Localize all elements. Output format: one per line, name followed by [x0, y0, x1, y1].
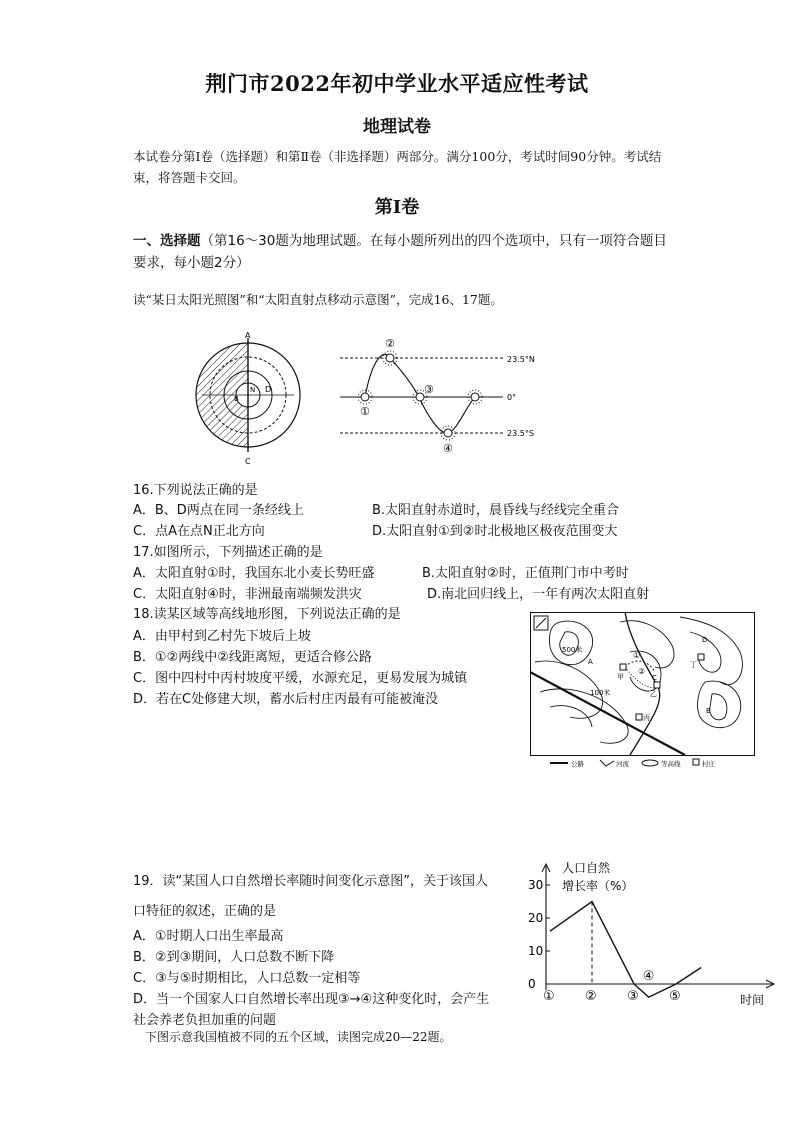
- legend-road-label: 公路: [571, 760, 584, 768]
- y-tick-label: 0: [528, 977, 536, 991]
- q19-option-c: C．③与⑤时期相比，人口总数一定相等: [133, 971, 361, 986]
- point-d-label: D: [702, 636, 708, 644]
- label-d: D: [265, 385, 272, 394]
- village-bing-label: 丙: [643, 714, 650, 722]
- section-heading: [133, 230, 673, 274]
- chart-ylabel-line1: 人口自然: [562, 861, 611, 875]
- q19-stem-line1: 19．读“某国人口自然增长率随时间变化示意图”，关于该国人: [133, 874, 489, 889]
- y-tick-label: 30: [528, 878, 544, 892]
- sunlight-diagram: [190, 330, 310, 470]
- exam-title: 荆门市2022年初中学业水平适应性考试: [205, 71, 589, 96]
- reading-instruction-20-22: 下图示意我国植被不同的五个区域，读图完成20—22题。: [145, 1030, 452, 1044]
- village-jia-label: 甲: [617, 673, 624, 681]
- route-2-label: ②: [638, 667, 646, 676]
- q18-option-d: D．若在C处修建大坝，蓄水后村庄丙最有可能被淹没: [133, 692, 439, 707]
- legend-contour-label: 等高线: [661, 760, 681, 768]
- legend-river-icon: [600, 760, 614, 766]
- compass-icon: [534, 616, 548, 630]
- chart-xlabel: 时间: [740, 993, 765, 1007]
- legend-village-icon: [693, 759, 699, 765]
- x-tick-label: ②: [585, 989, 597, 1004]
- q18-option-b: B．①②两线中②线距离短，更适合修公路: [133, 650, 372, 665]
- q16-option-d: D.太阳直射①到②时北极地区极夜范围变大: [372, 524, 618, 539]
- village-ding: [698, 654, 704, 660]
- lat-23n-label: 23.5°N: [507, 355, 535, 364]
- q19-option-b: B．②到③期间，人口总数不断下降: [133, 950, 335, 965]
- point-2-label: ②: [385, 337, 395, 350]
- sun-migration-diagram: [335, 335, 555, 460]
- contour-500-label: 500米: [562, 646, 583, 654]
- q17-option-a: A．太阳直射①时，我国东北小麦长势旺盛: [133, 566, 375, 581]
- population-growth-chart: [528, 858, 778, 1010]
- q19-option-d-line1: D．当一个国家人口自然增长率出现③→④这种变化时，会产生: [133, 992, 490, 1007]
- village-bing: [636, 714, 642, 720]
- x-tick-label: ①: [543, 989, 555, 1004]
- point-3-label: ③: [424, 383, 434, 396]
- contour-map: [530, 612, 755, 770]
- q16-option-b: B.太阳直射赤道时，晨昏线与经线完全重合: [372, 503, 620, 518]
- q16-stem: 16.下列说法正确的是: [133, 483, 258, 498]
- village-jia: [620, 664, 626, 670]
- chart-ylabel-line2: 增长率（%）: [562, 879, 634, 893]
- q16-option-c: C．点A在点N正北方向: [133, 524, 265, 539]
- q18-stem: 18.读某区域等高线地形图，下列说法正确的是: [133, 607, 401, 622]
- label-c: C: [245, 457, 251, 466]
- exam-intro: 本试卷分第Ⅰ卷（选择题）和第Ⅱ卷（非选择题）两部分。满分100分，考试时间90分钟。考试结束，将答题卡交回。: [133, 149, 662, 185]
- point-b-label: B: [706, 707, 711, 715]
- map-legend: [550, 759, 716, 768]
- q17-option-c: C．太阳直射④时，非洲最南端频发洪灾: [133, 587, 362, 602]
- growth-rate-line: [550, 902, 701, 998]
- y-tick-label: 10: [528, 944, 544, 958]
- q18-option-c: C．图中四村中丙村坡度平缓，水源充足，更易发展为城镇: [133, 671, 468, 686]
- x-tick-label: ⑤: [669, 989, 681, 1004]
- q17-stem: 17.如图所示，下列描述正确的是: [133, 545, 323, 560]
- x-tick-label: ③: [627, 989, 639, 1004]
- section-label: 一、选择题: [133, 233, 201, 249]
- legend-river-label: 河流: [616, 760, 629, 768]
- point-c-label: C: [652, 674, 657, 682]
- x-tick-label: ④: [642, 969, 655, 984]
- q17-option-b: B.太阳直射②时，正值荆门市中考时: [422, 566, 629, 581]
- lat-0-label: 0°: [507, 393, 517, 402]
- y-tick-label: 20: [528, 911, 544, 925]
- village-ding-label: 丁: [690, 661, 697, 669]
- section-text: （第16～30题为地理试题。在每小题所列出的四个选项中，只有一项符合题目要求，每小题2分）: [133, 233, 667, 271]
- point-1-label: ①: [360, 405, 370, 418]
- q19-stem-line2: 口特征的叙述，正确的是: [133, 904, 277, 919]
- q17-option-d: D.南北回归线上，一年有两次太阳直射: [427, 587, 650, 602]
- label-b: B: [234, 395, 239, 403]
- label-a: A: [245, 331, 251, 340]
- legend-village-label: 村庄: [702, 760, 715, 768]
- q16-option-a: A．B、D两点在同一条经线上: [133, 503, 304, 518]
- village-yi-label: 乙: [650, 690, 657, 698]
- q19-option-d-line2: 社会养老负担加重的问题: [133, 1013, 277, 1028]
- reading-instruction-16-17: 读“某日太阳光照图”和“太阳直射点移动示意图”，完成16、17题。: [133, 292, 503, 307]
- part-title: 第Ⅰ卷: [374, 197, 420, 218]
- route-1-label: ①: [633, 651, 641, 660]
- lat-23s-label: 23.5°S: [507, 429, 534, 438]
- village-yi: [654, 682, 660, 688]
- exam-subtitle: 地理试卷: [363, 117, 431, 137]
- contour-100-label: 100米: [590, 689, 611, 697]
- q19-option-a: A．①时期人口出生率最高: [133, 929, 284, 944]
- q18-option-a: A．由甲村到乙村先下坡后上坡: [133, 629, 311, 644]
- point-a-label: A: [588, 658, 593, 666]
- legend-contour-icon: [642, 760, 658, 766]
- label-n: N: [250, 386, 256, 394]
- point-4-label: ④: [443, 442, 453, 455]
